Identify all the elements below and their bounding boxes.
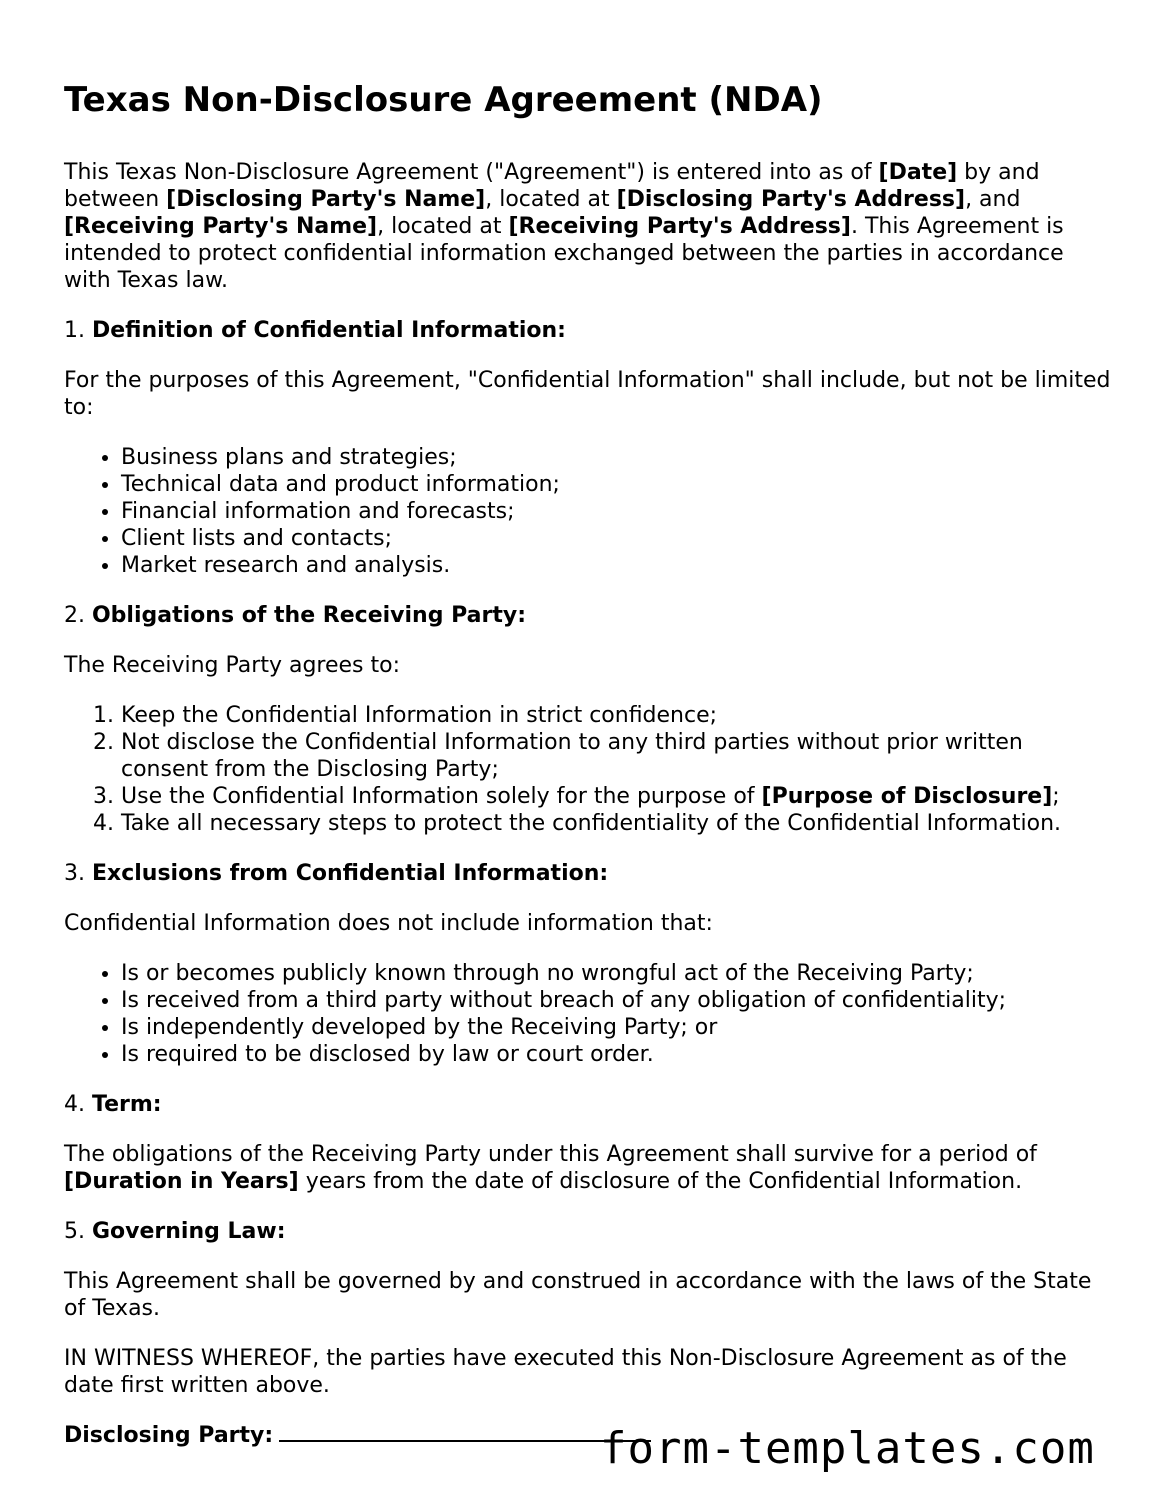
- intro-text: by and between: [64, 160, 1040, 212]
- list-item: 1. Keep the Confidential Information in strict confidence;: [121, 702, 1114, 729]
- list-item: 4. Take all necessary steps to protect the confidentiality of the Confidential Information.: [121, 810, 1114, 837]
- list-item: • Is received from a third party without breach of any obligation of confidentiality;: [121, 987, 1114, 1014]
- receiving-party-address-placeholder: [Receiving Party's Address]: [508, 214, 851, 239]
- list-item: • Technical data and product information;: [121, 471, 1114, 498]
- watermark: form-templates.com: [600, 1423, 1095, 1474]
- intro-text: , located at: [485, 187, 617, 212]
- list-item-text: ;: [1052, 784, 1060, 809]
- section-number: 2.: [64, 603, 92, 628]
- intro-paragraph: [64, 159, 1114, 294]
- section-5-text: This Agreement shall be governed by and construed in accordance with the laws of the State of Texas.: [64, 1269, 1092, 1321]
- list-item: • Market research and analysis.: [121, 552, 1114, 579]
- witness-paragraph: IN WITNESS WHEREOF, the parties have executed this Non-Disclosure Agreement as of the date first written above.: [64, 1346, 1067, 1398]
- section-2-heading: [64, 602, 1114, 629]
- section-3-list: [64, 960, 1114, 1068]
- section-2-text: The Receiving Party agrees to:: [64, 653, 400, 678]
- list-item-text: Use the Confidential Information solely for the purpose of: [121, 784, 762, 809]
- list-item: [121, 783, 1114, 810]
- document-page: [64, 78, 1114, 1472]
- intro-text: , and: [965, 187, 1021, 212]
- intro-text: This Texas Non-Disclosure Agreement ("Agreement") is entered into as of: [64, 160, 879, 185]
- section-2-list: [64, 702, 1114, 837]
- list-item: • Client lists and contacts;: [121, 525, 1114, 552]
- section-number: 3.: [64, 861, 92, 886]
- intro-text: , located at: [377, 214, 509, 239]
- list-item: 2. Not disclose the Confidential Information to any third parties without prior written consent from the Disclosing Party;: [121, 729, 1114, 783]
- section-title: Definition of Confidential Information:: [91, 318, 566, 343]
- section-1-text: For the purposes of this Agreement, "Confidential Information" shall include, but not be limited to:: [64, 368, 1111, 420]
- list-item: • Is required to be disclosed by law or court order.: [121, 1041, 1114, 1068]
- section-3-heading: [64, 860, 1114, 887]
- section-title: Governing Law:: [91, 1219, 286, 1244]
- purpose-placeholder: [Purpose of Disclosure]: [761, 784, 1053, 809]
- section-number: 4.: [64, 1092, 92, 1117]
- section-number: 5.: [64, 1219, 92, 1244]
- term-text: The obligations of the Receiving Party under this Agreement shall survive for a period of: [64, 1142, 1037, 1167]
- list-item: • Is independently developed by the Receiving Party; or: [121, 1014, 1114, 1041]
- disclosing-party-name-placeholder: [Disclosing Party's Name]: [166, 187, 486, 212]
- document-title: Texas Non-Disclosure Agreement (NDA): [64, 80, 823, 120]
- signature-label: Disclosing Party:: [64, 1423, 274, 1448]
- list-item: • Is or becomes publicly known through no wrongful act of the Receiving Party;: [121, 960, 1114, 987]
- section-1-heading: [64, 317, 1114, 344]
- section-1-list: [64, 444, 1114, 579]
- disclosing-party-address-placeholder: [Disclosing Party's Address]: [616, 187, 966, 212]
- section-title: Exclusions from Confidential Information:: [91, 861, 609, 886]
- section-title: Obligations of the Receiving Party:: [91, 603, 527, 628]
- section-5-heading: [64, 1218, 1114, 1245]
- receiving-party-name-placeholder: [Receiving Party's Name]: [64, 214, 378, 239]
- section-number: 1.: [64, 318, 92, 343]
- section-3-text: Confidential Information does not include information that:: [64, 911, 713, 936]
- term-text: years from the date of disclosure of the Confidential Information.: [298, 1169, 1023, 1194]
- date-placeholder: [Date]: [878, 160, 958, 185]
- section-4-heading: [64, 1091, 1114, 1118]
- signature-line[interactable]: [279, 1422, 651, 1442]
- section-4-text: [64, 1141, 1114, 1195]
- section-title: Term:: [91, 1092, 162, 1117]
- duration-placeholder: [Duration in Years]: [64, 1169, 299, 1194]
- list-item: • Business plans and strategies;: [121, 444, 1114, 471]
- list-item: • Financial information and forecasts;: [121, 498, 1114, 525]
- intro-text: . This Agreement is intended to protect confidential information exchanged between the parties in accordance with Texas law.: [64, 214, 1064, 293]
